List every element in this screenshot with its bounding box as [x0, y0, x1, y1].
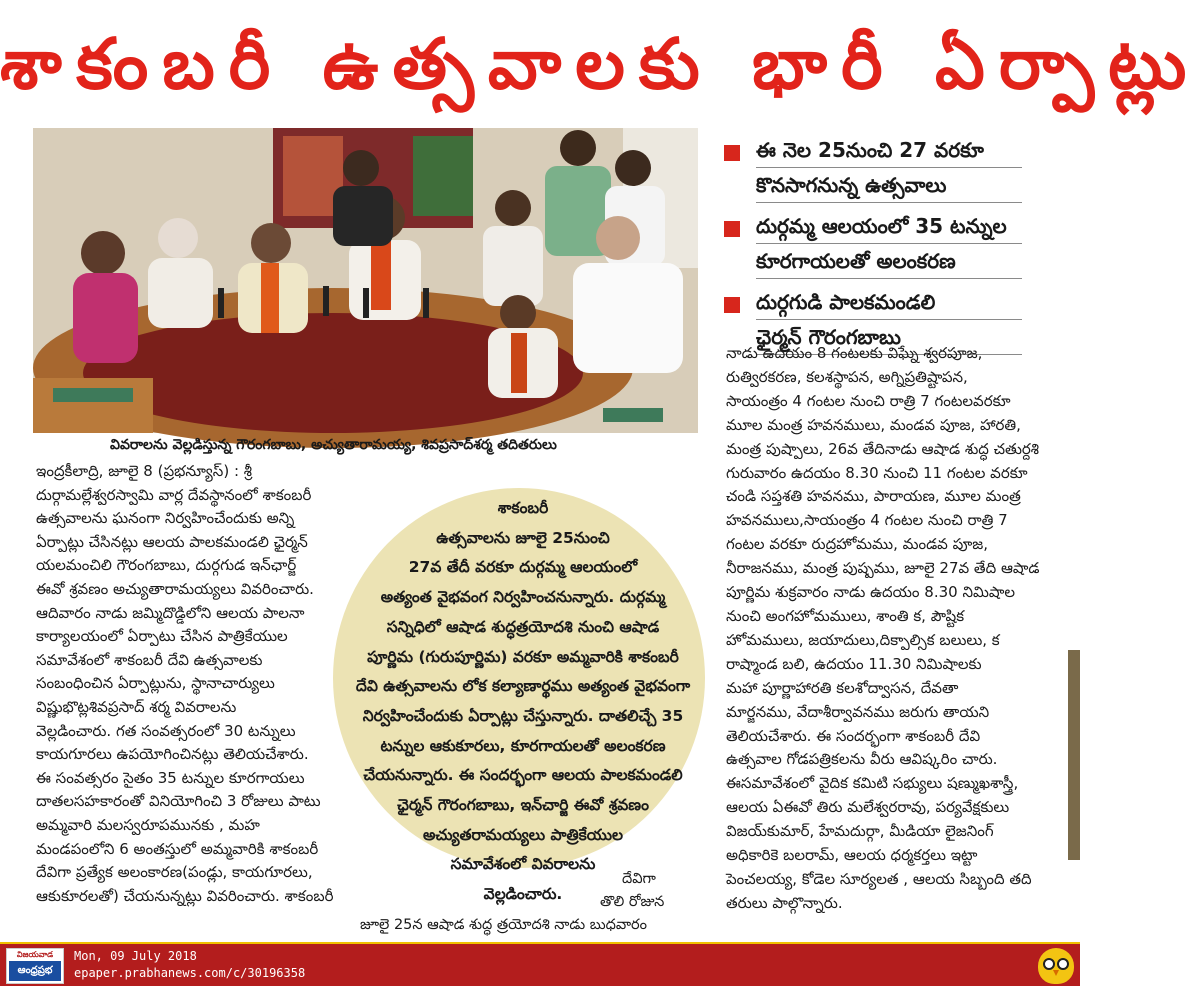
article-line: తెలియచేశారు. ఈ సందర్భంగా శాకంబరీ దేవి: [726, 726, 981, 745]
circle-line: చేయనున్నారు. ఈ సందర్భంగా ఆలయ పాలకమండలి: [363, 766, 683, 785]
article-line: పెంచలయ్య, కోడెల సూర్యలత , ఆలయ సిబ్బంది తది: [726, 869, 1032, 888]
owl-beak-icon: [1053, 970, 1059, 976]
article-line: వెల్లడించారు. గత సంవత్సరంలో 30 టన్నులు: [36, 721, 296, 740]
highlight-line: ఛైర్మన్ గౌరంగబాబు: [756, 320, 1022, 355]
circle-line: నిర్వహించేందుకు ఏర్పాట్లు చేస్తున్నారు. దాతలిచ్చే 35: [362, 706, 684, 725]
article-line: విజయ్‌కుమార్, హేమదుర్గా, మీడియా లైజనింగ్: [726, 822, 994, 841]
owl-eye-icon: [1057, 958, 1069, 970]
red-square-bullet-icon: [724, 145, 740, 161]
article-line: మార్జనము, వేదాశీర్వావనము జరుగు తాయని: [726, 702, 990, 721]
article-line: దేవిగా: [622, 871, 656, 887]
owl-eye-icon: [1043, 958, 1055, 970]
article-line: దేవిగా ప్రత్యేక అలంకారణ(పండ్లు, కాయగూరలు,: [36, 863, 313, 882]
edition-label: విజయవాడ: [16, 950, 54, 959]
article-line: హోమములు, జయాదులు,దిక్పాల్సిక బలులు, క: [726, 630, 1000, 649]
article-line: నుంచి అంగహోమములు, శాంతి క, పౌష్టిక: [726, 606, 965, 625]
press-meet-photo: [33, 128, 698, 433]
newspaper-logo[interactable]: [6, 948, 64, 984]
article-line: ఉత్సవాలను ఘనంగా నిర్వహించేందుకు అన్ని: [36, 509, 295, 528]
publish-date: Mon, 09 July 2018: [74, 949, 197, 963]
article-line: విష్ణుభొట్లశివప్రసాద్ శర్మ వివరాలను: [36, 697, 237, 716]
article-line: దుర్గామల్లేశ్వరస్వామి వార్ల దేవస్థానంలో శాకంబరీ: [36, 485, 312, 504]
article-line: కాయగూరలు ఉపయోగించినట్లు తెలియచేశారు.: [36, 745, 309, 764]
article-line: ఈ సంవత్సరం సైతం 35 టన్నుల కూరగాయలు: [36, 768, 305, 787]
photo-caption: వివరాలను వెల్లడిస్తున్న గౌరంగబాబు, అచ్యుతారామయ్య, శివప్రసాద్‌శర్మ తదితరులు: [110, 437, 557, 453]
adjacent-article-edge: [1068, 650, 1080, 860]
article-line: నాడు ఉదయం 8 గంటలకు విఘ్నే శ్వరపూజ,: [726, 344, 983, 362]
article-right-column: [726, 342, 1058, 916]
photo-illustration: [33, 128, 698, 433]
article-line: ఇంద్రకీలాద్రి, జూలై 8 (ప్రభన్యూస్) : శ్రీ: [36, 462, 253, 480]
article-line: తరులు పాల్గొన్నారు.: [726, 893, 843, 912]
headline: శాకంబరీ ఉత్సవాలకు భారీ ఏర్పాట్లు: [0, 23, 1200, 105]
article-line: ఈసమావేశంలో వైదిక కమిటి సభ్యులు షణ్ముఖశాస్త్రీ,: [726, 774, 1019, 793]
article-line: రుత్విరకరణ, కలశస్థాపన, అగ్నిప్రతిష్టాపన,: [726, 367, 968, 386]
highlight-item: [722, 209, 1022, 279]
article-line: మండపంలోని 6 అంతస్తులో అమ్మవారికి శాకంబరీ: [36, 839, 319, 858]
highlight-line: కూరగాయలతో అలంకరణ: [756, 244, 1022, 279]
article-line: చండి సప్తశతి హవనము, పారాయణ, మూల మంత్ర: [726, 487, 1021, 506]
article-line: సంబంధించిన ఏర్పాట్లును, స్థానాచార్యులు: [36, 674, 275, 693]
article-line: అమ్మవారి మలస్వరూపమునకు , మహ: [36, 815, 260, 834]
highlight-line: దుర్గగుడి పాలకమండలి: [756, 285, 1022, 320]
article-left-column: [36, 460, 358, 908]
article-line: మూల మంత్ర హవనములు, మండవ పూజ, హారతి,: [726, 415, 1021, 434]
red-square-bullet-icon: [724, 297, 740, 313]
circle-line: సన్నిధిలో ఆషాడ శుద్ధత్రయోదశి నుంచి ఆషాడ: [386, 617, 660, 636]
circle-line: 27వ తేదీ వరకూ దుర్గమ్మ ఆలయంలో: [408, 558, 638, 577]
article-line: ఆలయ ఏఈవో తిరు మలేశ్వరరావు, పర్యవేక్షకులు: [726, 798, 1010, 817]
article-line: హవనములు,సాయంత్రం 4 గంటల నుంచి రాత్రి 7: [726, 511, 1008, 530]
circle-line: అచ్యుతరామయ్యలు పాత్రికేయుల: [422, 825, 624, 844]
article-line: ఆదివారం నాడు జమ్మిదొడ్డిలోని ఆలయ పాలనా: [36, 603, 305, 622]
article-line: ఏర్పాట్లు చేసినట్లు ఆలయ పాలకమండలి ఛైర్మన్: [36, 532, 308, 551]
red-square-bullet-icon: [724, 221, 740, 237]
owl-icon[interactable]: [1038, 948, 1074, 984]
circle-line: పూర్ణిమ (గురుపూర్ణిమ) వరకూ అమ్మవారికి శాకంబరీ: [367, 647, 679, 666]
circle-line: ఛైర్మన్ గౌరంగబాబు, ఇన్‌చార్జి ఈవో శ్రవణం: [397, 796, 649, 815]
circle-line: టన్నుల ఆకుకూరలు, కూరగాయలతో అలంకరణ: [380, 736, 666, 755]
highlight-line: దుర్గమ్మ ఆలయంలో 35 టన్నుల: [756, 209, 1022, 244]
circle-line: వెల్లడించారు.: [483, 885, 563, 904]
article-line: యలమంచిలి గౌరంగబాబు, దుర్గగుడ ఇన్‌ఛార్జ్: [36, 556, 297, 575]
article-line: కార్యాలయంలో ఏర్పాటు చేసిన పాత్రికేయుల: [36, 627, 288, 646]
highlight-line: ఈ నెల 25నుంచి 27 వరకూ: [756, 133, 1022, 168]
highlight-line: కొనసాగనున్న ఉత్సవాలు: [756, 168, 1022, 203]
article-line: నీరాజనము, మంత్ర పుష్పము, జూలై 27వ తేది ఆషాడ: [726, 559, 1040, 578]
circle-quote: [353, 494, 693, 910]
article-line: మంత్ర పుష్పాలు, 26వ తేదినాడు ఆషాడ శుద్ధ చతుర్దశి: [726, 439, 1040, 458]
circle-line: దేవి ఉత్సవాలను లోక కల్యాణార్థము అత్యంత వైభవంగా: [355, 677, 691, 696]
article-mid-tail: [360, 868, 710, 937]
article-line: సాయంత్రం 4 గంటల నుంచి రాత్రి 7 గంటలవరకూ: [726, 391, 1011, 410]
highlight-item: [722, 133, 1022, 203]
article-line: మహా పూర్ణాహారతి కలశోద్వాసన, దేవతా: [726, 678, 959, 697]
article-line: అధికారికె బలరామ్, ఆలయ ధర్మకర్తలు ఇట్టా: [726, 846, 978, 865]
paper-name: ఆంధ్రప్రభ: [9, 961, 61, 981]
circle-line: ఉత్సవాలను జూలై 25నుంచి: [436, 528, 610, 547]
article-line: ఉత్సవాల గోడపత్రికలను వీరు ఆవిష్కరిం చారు.: [726, 750, 998, 769]
epaper-footer: [0, 942, 1080, 986]
article-line: ఆకుకూరలతో) చేయనున్నట్లు వివరించారు. శాకంబరీ: [36, 886, 334, 905]
article-line: పూర్ణిమ శుక్రవారం నాడు ఉదయం 8.30 నిమిషాల: [726, 583, 1015, 602]
article-line: గంటల వరకూ రుద్రహోమము, మండవ పూజ,: [726, 535, 988, 554]
circle-line: అత్యంత వైభవంగ నిర్వహించనున్నారు. దుర్గమ్మ: [380, 588, 666, 607]
highlights-box: [722, 133, 1022, 361]
article-line: జూలై 25న ఆషాడ శుద్ధ త్రయోదశి నాడు బుధవారం: [360, 917, 647, 933]
article-line: తొలి రోజున: [600, 894, 665, 910]
circle-line: శాకంబరీ: [497, 499, 549, 517]
article-line: ఈవో శ్రవణం అచ్యుతారామయ్యలు వివరించారు.: [36, 579, 314, 598]
article-line: దాతలసహకారంతో వినియోగించి 3 రోజులు పాటు: [36, 792, 321, 811]
circle-line: సమావేశంలో వివరాలను: [450, 855, 596, 874]
epaper-link[interactable]: epaper.prabhanews.com/c/30196358: [74, 966, 306, 980]
article-line: సమావేశంలో శాకంబరీ దేవి ఉత్సవాలకు: [36, 650, 263, 669]
article-line: రాష్మాండ బలి, ఉదయం 11.30 నిమిషాలకు: [726, 654, 982, 673]
article-line: గురువారం ఉదయం 8.30 నుంచి 11 గంటల వరకూ: [726, 463, 1028, 482]
